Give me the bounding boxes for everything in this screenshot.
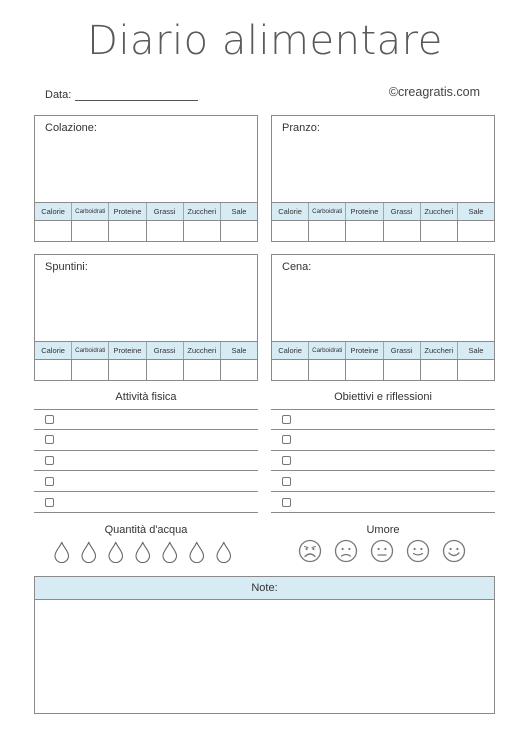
nutrient-values[interactable] bbox=[272, 360, 494, 380]
notes-box[interactable] bbox=[34, 576, 495, 714]
water-drop-icon[interactable] bbox=[134, 541, 152, 563]
date-field[interactable] bbox=[45, 89, 198, 101]
checklist-row[interactable] bbox=[271, 451, 495, 472]
checkbox[interactable] bbox=[282, 477, 291, 486]
water-title: Quantità d'acqua bbox=[104, 524, 188, 536]
goals-title: Obiettivi e riflessioni bbox=[334, 391, 432, 403]
checkbox[interactable] bbox=[282, 498, 291, 507]
nutrient-label: Carboidrati bbox=[309, 342, 346, 359]
nutrient-label: Calorie bbox=[272, 203, 309, 220]
checklist-row[interactable] bbox=[271, 409, 495, 430]
nutrient-value-cell[interactable] bbox=[458, 221, 494, 241]
nutrient-value-cell[interactable] bbox=[384, 360, 421, 380]
water-drop-icon[interactable] bbox=[161, 541, 179, 563]
nutrient-label: Zuccheri bbox=[184, 342, 221, 359]
nutrient-label: Zuccheri bbox=[421, 342, 458, 359]
nutrient-label: Proteine bbox=[346, 342, 383, 359]
nutrient-value-cell[interactable] bbox=[421, 360, 458, 380]
nutrient-value-cell[interactable] bbox=[35, 360, 72, 380]
nutrient-label: Carboidrati bbox=[309, 203, 346, 220]
nutrient-value-cell[interactable] bbox=[109, 360, 146, 380]
nutrient-values[interactable] bbox=[35, 360, 257, 380]
meal-box-pranzo[interactable] bbox=[271, 115, 495, 242]
nutrient-label: Proteine bbox=[109, 203, 146, 220]
water-drop-icon[interactable] bbox=[80, 541, 98, 563]
nutrient-value-cell[interactable] bbox=[221, 360, 257, 380]
nutrient-label: Grassi bbox=[384, 203, 421, 220]
water-drop-icon[interactable] bbox=[53, 541, 71, 563]
nutrient-value-cell[interactable] bbox=[109, 221, 146, 241]
page-title: Diario alimentare bbox=[87, 18, 443, 64]
notes-label: Note: bbox=[35, 577, 494, 600]
nutrient-label: Sale bbox=[468, 207, 484, 216]
checklist-row[interactable] bbox=[271, 492, 495, 513]
checklist-row[interactable] bbox=[271, 430, 495, 451]
checkbox[interactable] bbox=[45, 435, 54, 444]
goals-checklist bbox=[271, 409, 495, 513]
nutrient-label: Grassi bbox=[147, 203, 184, 220]
nutrient-label: Sale bbox=[231, 346, 247, 355]
checklist-row[interactable] bbox=[34, 409, 258, 430]
checklist-row[interactable] bbox=[34, 471, 258, 492]
nutrient-value-cell[interactable] bbox=[35, 221, 72, 241]
nutrient-label: Proteine bbox=[346, 203, 383, 220]
meal-label: Cena: bbox=[282, 261, 312, 273]
nutrient-values[interactable] bbox=[272, 221, 494, 241]
nutrient-value-cell[interactable] bbox=[72, 221, 109, 241]
nutrient-values[interactable] bbox=[35, 221, 257, 241]
checklist-row[interactable] bbox=[34, 492, 258, 513]
nutrient-label: Sale bbox=[468, 346, 484, 355]
meal-label: Colazione: bbox=[45, 122, 97, 134]
nutrient-label: Grassi bbox=[147, 342, 184, 359]
nutrient-value-cell[interactable] bbox=[272, 221, 309, 241]
happy-face-icon[interactable] bbox=[406, 539, 430, 563]
date-label: Data: bbox=[45, 89, 72, 101]
nutrient-value-cell[interactable] bbox=[309, 360, 346, 380]
checkbox[interactable] bbox=[282, 456, 291, 465]
nutrient-value-cell[interactable] bbox=[346, 221, 383, 241]
nutrient-label: Proteine bbox=[109, 342, 146, 359]
water-drop-icon[interactable] bbox=[215, 541, 233, 563]
copyright-text: ©creagratis.com bbox=[388, 85, 480, 99]
water-drop-icon[interactable] bbox=[107, 541, 125, 563]
very-happy-face-icon[interactable] bbox=[442, 539, 466, 563]
nutrient-label: Calorie bbox=[272, 342, 309, 359]
nutrient-header bbox=[35, 202, 257, 221]
checkbox[interactable] bbox=[45, 477, 54, 486]
nutrient-value-cell[interactable] bbox=[384, 221, 421, 241]
nutrient-value-cell[interactable] bbox=[147, 221, 184, 241]
nutrient-value-cell[interactable] bbox=[184, 360, 221, 380]
meal-box-cena[interactable] bbox=[271, 254, 495, 381]
nutrient-value-cell[interactable] bbox=[272, 360, 309, 380]
meal-box-spuntini[interactable] bbox=[34, 254, 258, 381]
activity-title: Attività fisica bbox=[115, 391, 177, 403]
nutrient-header bbox=[272, 341, 494, 360]
meal-box-colazione[interactable] bbox=[34, 115, 258, 242]
nutrient-value-cell[interactable] bbox=[309, 221, 346, 241]
checkbox[interactable] bbox=[45, 456, 54, 465]
checklist-row[interactable] bbox=[271, 471, 495, 492]
checkbox[interactable] bbox=[45, 498, 54, 507]
nutrient-value-cell[interactable] bbox=[72, 360, 109, 380]
nutrient-label: Sale bbox=[231, 207, 247, 216]
nutrient-header bbox=[272, 202, 494, 221]
water-drop-icon[interactable] bbox=[188, 541, 206, 563]
nutrient-label: Zuccheri bbox=[184, 203, 221, 220]
nutrient-label: Carboidrati bbox=[72, 342, 109, 359]
mood-title: Umore bbox=[366, 524, 400, 536]
water-drops bbox=[53, 541, 233, 563]
checkbox[interactable] bbox=[282, 435, 291, 444]
meal-label: Spuntini: bbox=[45, 261, 88, 273]
nutrient-value-cell[interactable] bbox=[346, 360, 383, 380]
meal-label: Pranzo: bbox=[282, 122, 320, 134]
checklist-row[interactable] bbox=[34, 430, 258, 451]
nutrient-value-cell[interactable] bbox=[421, 221, 458, 241]
nutrient-label: Carboidrati bbox=[72, 203, 109, 220]
nutrient-value-cell[interactable] bbox=[147, 360, 184, 380]
date-line[interactable] bbox=[75, 92, 198, 101]
nutrient-label: Grassi bbox=[384, 342, 421, 359]
checkbox[interactable] bbox=[282, 415, 291, 424]
very-sad-face-icon[interactable] bbox=[298, 539, 322, 563]
checklist-row[interactable] bbox=[34, 451, 258, 472]
nutrient-label: Zuccheri bbox=[421, 203, 458, 220]
checkbox[interactable] bbox=[45, 415, 54, 424]
nutrient-label: Calorie bbox=[35, 342, 72, 359]
nutrient-value-cell[interactable] bbox=[221, 221, 257, 241]
neutral-face-icon[interactable] bbox=[370, 539, 394, 563]
activity-checklist bbox=[34, 409, 258, 513]
nutrient-value-cell[interactable] bbox=[184, 221, 221, 241]
nutrient-value-cell[interactable] bbox=[458, 360, 494, 380]
nutrient-label: Calorie bbox=[35, 203, 72, 220]
mood-faces bbox=[298, 539, 466, 563]
sad-face-icon[interactable] bbox=[334, 539, 358, 563]
nutrient-header bbox=[35, 341, 257, 360]
